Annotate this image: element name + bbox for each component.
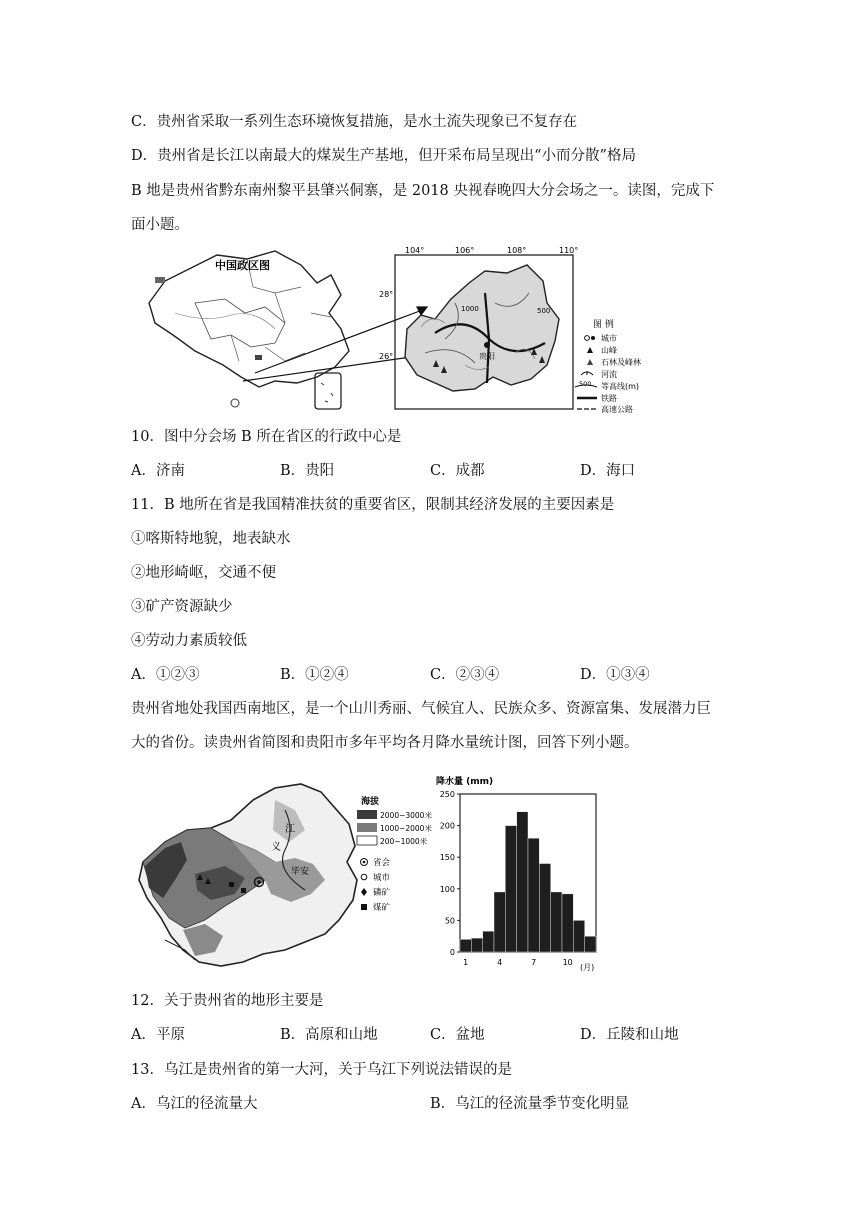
chart-xlabel: (月) [580, 963, 595, 972]
intro-paragraph-2-cont: 大的省份。读贵州省简图和贵阳市多年平均各月降水量统计图，回答下列小题。 [131, 735, 639, 751]
lon-label-108: 108° [507, 246, 527, 255]
contour-label-1000: 1000 [461, 305, 479, 313]
statement-2: ②地形崎岖，交通不便 [131, 565, 276, 581]
q12-option-a[interactable]: A．平原 [131, 1027, 185, 1043]
china-map [149, 251, 349, 409]
option-c-text: C．贵州省采取一系列生态环境恢复措施，是水土流失现象已不复存在 [131, 114, 578, 130]
y-tick-label: 100 [439, 884, 455, 894]
q12-option-b[interactable]: B．高原和山地 [280, 1027, 378, 1043]
y-tick-label: 200 [439, 821, 455, 831]
rain-bar [585, 936, 596, 952]
legend-elev-high: 2000~3000米 [380, 811, 432, 820]
legend-contour: 等高线(m) [601, 382, 640, 391]
lon-label-106: 106° [455, 246, 475, 255]
lat-label-26: 26° [379, 352, 394, 361]
rain-bar [539, 864, 550, 952]
legend-map2-city: 城市 [373, 873, 391, 883]
legend-coal: 煤矿 [373, 903, 391, 913]
rain-bar [460, 939, 471, 952]
x-tick-label: 7 [531, 958, 537, 967]
legend-river: 河流 [601, 370, 617, 379]
place-label-yi: 义 [271, 842, 281, 853]
x-tick-label: 1 [463, 958, 469, 967]
q11-option-a[interactable]: A．①②③ [131, 667, 200, 683]
statement-4: ④劳动力素质较低 [131, 633, 247, 649]
legend-capital: 省会 [373, 858, 391, 868]
figure-guizhou-elevation-map [135, 770, 435, 978]
rain-bar [483, 931, 494, 952]
q10-option-b[interactable]: B．贵阳 [280, 463, 335, 479]
q11-option-d[interactable]: D．①③④ [580, 667, 650, 683]
lon-label-104: 104° [405, 246, 425, 255]
rain-bar [505, 826, 516, 952]
question-12: 12．关于贵州省的地形主要是 [131, 993, 324, 1009]
q12-option-d[interactable]: D．丘陵和山地 [580, 1027, 679, 1043]
figure-rainfall-chart [420, 770, 620, 978]
place-label-jiang: 江 [285, 824, 295, 835]
y-tick-label: 150 [439, 853, 455, 863]
option-d-text: D．贵州省是长江以南最大的煤炭生产基地，但开采布局呈现出“小而分散”格局 [131, 148, 636, 164]
x-tick-label: 4 [497, 958, 503, 967]
place-label-bian: 毕安 [291, 867, 310, 877]
rain-bar [528, 838, 539, 952]
intro-paragraph-1: B 地是贵州省黔东南州黎平县肇兴侗寨，是 2018 央视春晚四大分会场之一。读图，完成下 [131, 183, 715, 199]
q12-option-c[interactable]: C．盆地 [430, 1027, 485, 1043]
legend-stone-forest: 石林及峰林 [601, 358, 641, 367]
q10-option-a[interactable]: A．济南 [131, 463, 185, 479]
legend-highway: 高速公路 [601, 405, 633, 413]
chart-ylabel: 降水量 (mm) [436, 777, 494, 787]
legend-city: 城市 [601, 334, 617, 343]
question-10: 10．图中分会场 B 所在省区的行政中心是 [131, 429, 402, 445]
q13-option-a[interactable]: A．乌江的径流量大 [131, 1096, 258, 1112]
rain-bar [471, 938, 482, 952]
legend-elev-low: 200~1000米 [380, 837, 428, 846]
chart-bars [460, 812, 596, 952]
y-tick-label: 250 [439, 790, 455, 799]
q13-option-b[interactable]: B．乌江的径流量季节变化明显 [430, 1096, 630, 1112]
question-13: 13．乌江是贵州省的第一大河，关于乌江下列说法错误的是 [131, 1062, 512, 1078]
guiyang-label: 贵阳 [479, 352, 495, 361]
legend-title: 图 例 [593, 320, 614, 330]
question-11: 11．B 地所在省是我国精准扶贫的重要省区，限制其经济发展的主要因素是 [131, 497, 615, 513]
x-tick-label: 10 [562, 958, 573, 967]
guizhou-map [379, 246, 578, 409]
q10-option-c[interactable]: C．成都 [430, 463, 485, 479]
y-tick-label: 0 [449, 948, 455, 957]
lon-label-110: 110° [559, 246, 579, 255]
q11-option-c[interactable]: C．②③④ [430, 667, 500, 683]
lat-label-28: 28° [379, 290, 394, 299]
y-tick-label: 50 [444, 916, 455, 926]
legend-peak: 山峰 [601, 346, 617, 355]
guizhou-map-legend [575, 318, 641, 413]
elevation-legend-title: 海拔 [361, 797, 380, 807]
intro-paragraph-2: 贵州省地处我国西南地区，是一个山川秀丽、气候宜人、民族众多、资源富集、发展潜力巨 [131, 701, 711, 717]
legend-phosphate: 磷矿 [373, 888, 391, 898]
intro-paragraph-1-cont: 面小题。 [131, 217, 189, 233]
rain-bar [517, 812, 528, 952]
contour-label-500: 500 [537, 307, 551, 315]
rain-bar [562, 894, 573, 952]
rain-bar [551, 892, 562, 952]
statement-3: ③矿产资源缺少 [131, 599, 233, 615]
q11-option-b[interactable]: B．①②④ [280, 667, 349, 683]
q10-option-d[interactable]: D．海口 [580, 463, 636, 479]
legend-railway: 铁路 [601, 394, 617, 403]
rain-bar [573, 920, 584, 952]
rain-bar [494, 892, 505, 952]
legend-elev-mid: 1000~2000米 [380, 824, 432, 833]
statement-1: ①喀斯特地貌，地表缺水 [131, 531, 291, 547]
legend-contour-value: 500 [579, 380, 592, 388]
china-map-title: 中国政区图 [215, 259, 270, 272]
figure-china-guizhou-map [135, 243, 735, 413]
